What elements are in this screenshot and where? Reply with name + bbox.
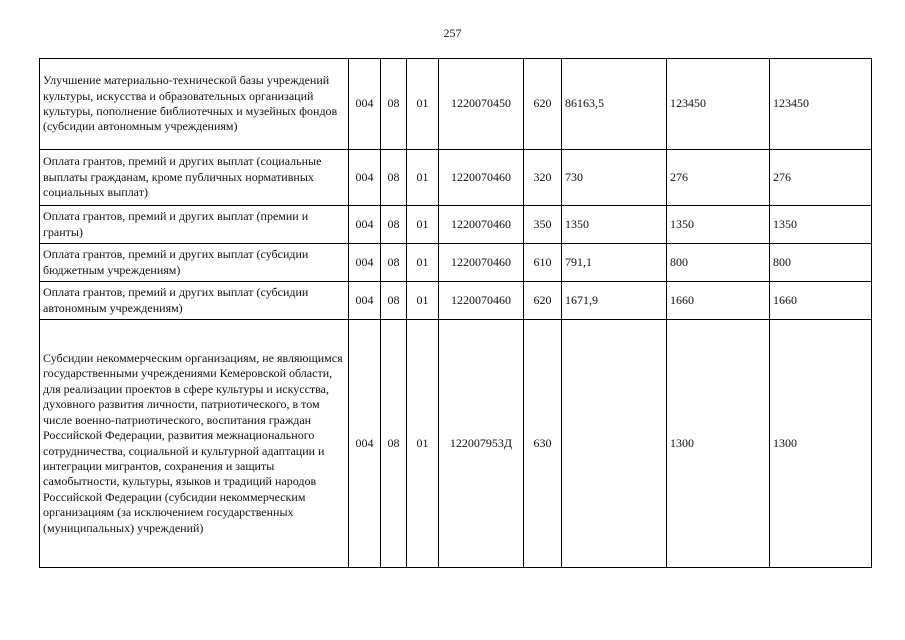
budget-table: [39, 58, 872, 568]
section-code-cell: 08: [381, 150, 407, 206]
expense-type-cell: 610: [524, 244, 562, 282]
ministry-code-cell: 004: [349, 59, 381, 150]
amount-1-cell: 1671,9: [562, 282, 667, 320]
section-code-cell: 08: [381, 282, 407, 320]
section-code-cell: 08: [381, 244, 407, 282]
expense-type-cell: 620: [524, 59, 562, 150]
row-name-cell: Оплата грантов, премий и других выплат (премии и гранты): [40, 206, 349, 244]
amount-1-cell: 791,1: [562, 244, 667, 282]
expense-type-cell: 350: [524, 206, 562, 244]
subsection-code-cell: 01: [407, 282, 439, 320]
amount-2-cell: 1660: [667, 282, 770, 320]
table-row: [40, 59, 872, 150]
amount-2-cell: 1300: [667, 320, 770, 568]
amount-2-cell: 123450: [667, 59, 770, 150]
amount-2-cell: 1350: [667, 206, 770, 244]
amount-1-cell: 86163,5: [562, 59, 667, 150]
section-code-cell: 08: [381, 206, 407, 244]
expense-type-cell: 620: [524, 282, 562, 320]
table-row: [40, 282, 872, 320]
amount-3-cell: 800: [770, 244, 872, 282]
table-row: [40, 206, 872, 244]
row-name-cell: Оплата грантов, премий и других выплат (социальные выплаты гражданам, кроме публичных нормативных социальных выплат): [40, 150, 349, 206]
page-number: 257: [443, 26, 462, 40]
target-code-cell: 122007953Д: [439, 320, 524, 568]
target-code-cell: 1220070460: [439, 150, 524, 206]
ministry-code-cell: 004: [349, 320, 381, 568]
row-name-cell: Улучшение материально-технической базы учреждений культуры, искусства и образовательных организаций культуры, пополнение библиотечных и музейных фондов (субсидии автономным учреждениям): [40, 59, 349, 150]
amount-3-cell: 1660: [770, 282, 872, 320]
table-row: [40, 244, 872, 282]
ministry-code-cell: 004: [349, 206, 381, 244]
ministry-code-cell: 004: [349, 244, 381, 282]
row-name-cell: Оплата грантов, премий и других выплат (субсидии автономным учреждениям): [40, 282, 349, 320]
table-row: [40, 320, 872, 568]
target-code-cell: 1220070450: [439, 59, 524, 150]
expense-type-cell: 630: [524, 320, 562, 568]
amount-1-cell: [562, 320, 667, 568]
subsection-code-cell: 01: [407, 244, 439, 282]
amount-3-cell: 1350: [770, 206, 872, 244]
amount-2-cell: 800: [667, 244, 770, 282]
target-code-cell: 1220070460: [439, 206, 524, 244]
target-code-cell: 1220070460: [439, 282, 524, 320]
subsection-code-cell: 01: [407, 320, 439, 568]
subsection-code-cell: 01: [407, 59, 439, 150]
table-row: [40, 150, 872, 206]
row-name-cell: Оплата грантов, премий и других выплат (субсидии бюджетным учреждениям): [40, 244, 349, 282]
amount-3-cell: 123450: [770, 59, 872, 150]
section-code-cell: 08: [381, 59, 407, 150]
ministry-code-cell: 004: [349, 150, 381, 206]
amount-1-cell: 730: [562, 150, 667, 206]
target-code-cell: 1220070460: [439, 244, 524, 282]
subsection-code-cell: 01: [407, 150, 439, 206]
expense-type-cell: 320: [524, 150, 562, 206]
ministry-code-cell: 004: [349, 282, 381, 320]
amount-1-cell: 1350: [562, 206, 667, 244]
row-name-cell: Субсидии некоммерческим организациям, не являющимся государственными учреждениями Кемеровской области, для реализации проектов в сфере культуры и искусства, духовного развития личности, патриотического, в том числе военно-патриотического, воспитания граждан Российской Федерации, развития межнационального сотрудничества, социальной и культурной адаптации и интеграции мигрантов, сохранения и защиты самобытности, культуры, языков и традиций народов Российской Федерации (субсидии некоммерческим организациям (за исключением государственных (муниципальных) учреждений): [40, 320, 349, 568]
subsection-code-cell: 01: [407, 206, 439, 244]
amount-2-cell: 276: [667, 150, 770, 206]
section-code-cell: 08: [381, 320, 407, 568]
amount-3-cell: 276: [770, 150, 872, 206]
amount-3-cell: 1300: [770, 320, 872, 568]
